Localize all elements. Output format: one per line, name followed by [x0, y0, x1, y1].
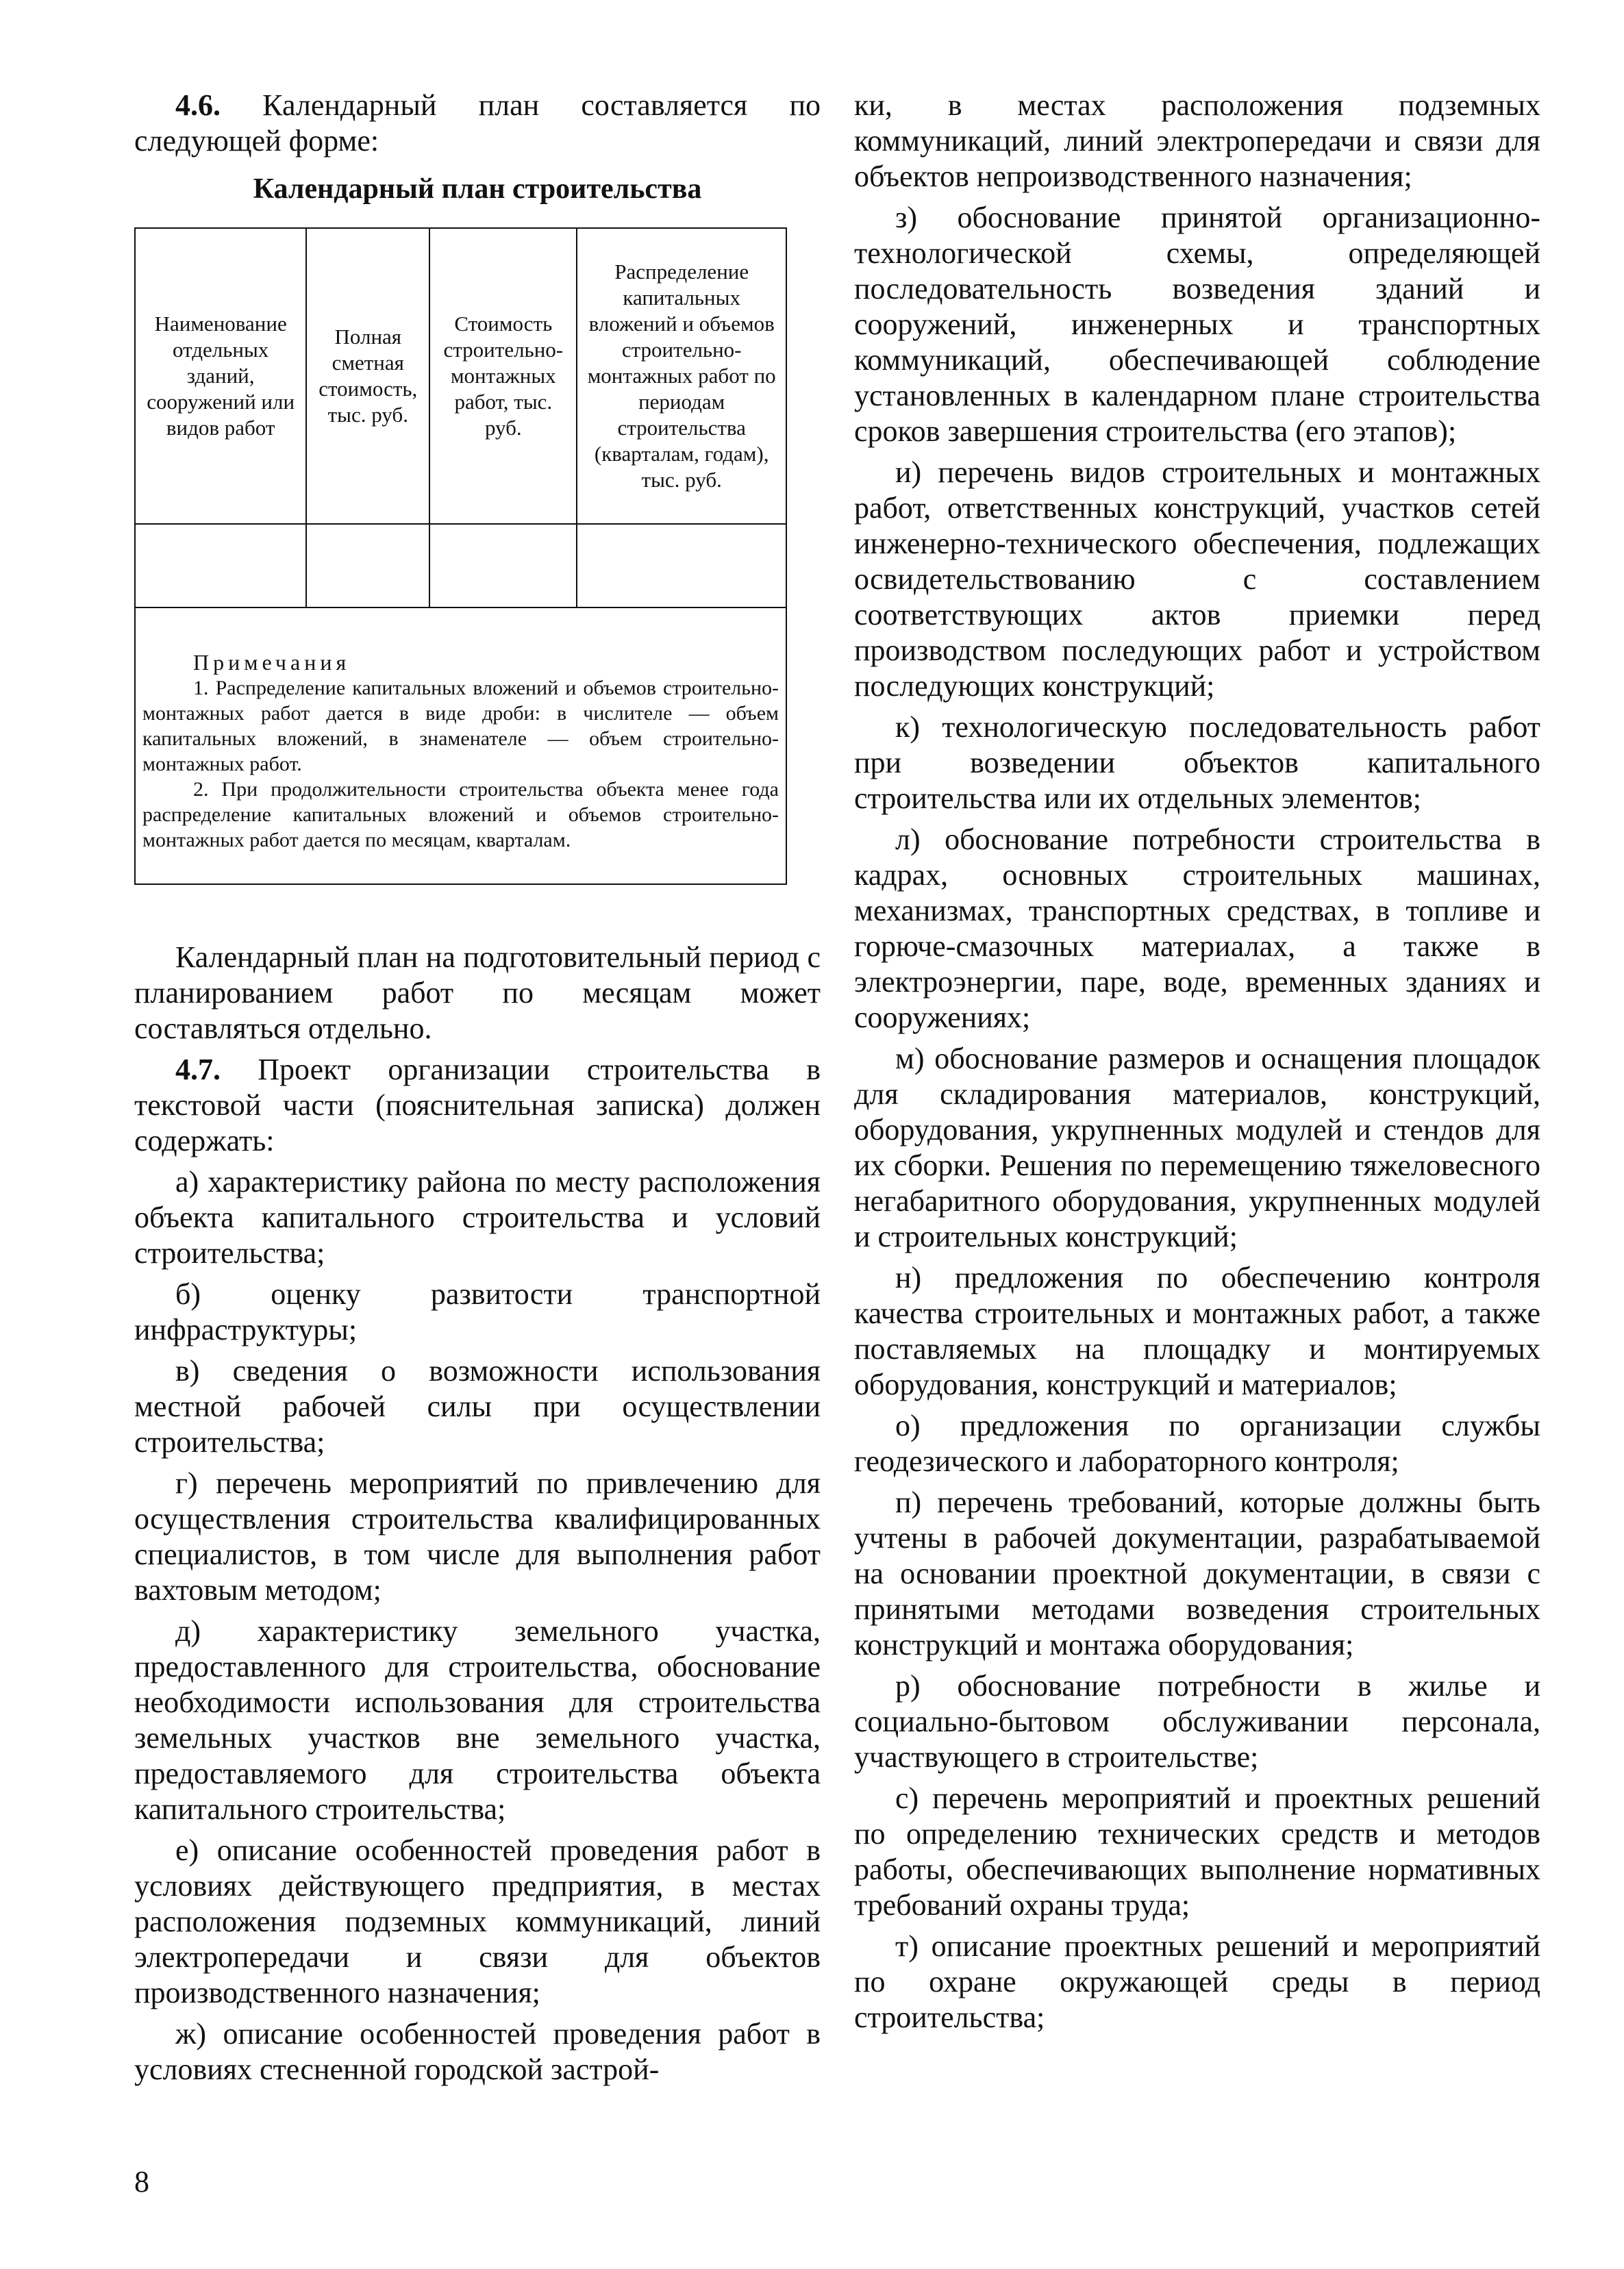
table-title: Календарный план строительства	[253, 173, 702, 205]
list-item-t: т) описание проектных решений и мероприятий по охране окружающей среды в период строительства;	[854, 1929, 1540, 2034]
section-4-6-paragraph	[134, 88, 821, 159]
left-column	[134, 88, 821, 2093]
paragraph: Календарный план на подготовительный период с планированием работ по месяцам может составляться отдельно.	[134, 940, 821, 1045]
table-header-cell: Полная сметная стоимость, тыс. руб.	[306, 228, 429, 524]
list-item-k: к) технологическую последовательность работ при возведении объектов капитального строительства или их отдельных элементов;	[854, 710, 1540, 815]
table-header-row	[135, 228, 786, 524]
list-item-g: г) перечень мероприятий по привлечению для осуществления строительства квалифицированных специалистов, в том числе для выполнения работ вахтовым методом;	[134, 1466, 821, 1607]
table-header-cell: Наименование отдельных зданий, сооружений или видов работ	[135, 228, 306, 524]
calendar-plan-table	[134, 227, 787, 885]
list-item-p: п) перечень требований, которые должны быть учтены в рабочей документации, разрабатываемой на основании проектной документации, в связи с принятыми методами возведения строительных конструкций и монтажа оборудования;	[854, 1485, 1540, 1662]
table-cell	[306, 524, 429, 607]
page-number: 8	[134, 2165, 149, 2198]
list-item-i: и) перечень видов строительных и монтажных работ, ответственных конструкций, участков сетей инженерно-технического обеспечения, подлежащих освидетельствованию с составлением соответствующих актов приемки перед производством последующих работ и устройством последующих конструкций;	[854, 455, 1540, 703]
spacer	[134, 885, 821, 940]
table-notes-row	[135, 607, 786, 884]
list-item-n: н) предложения по обеспечению контроля качества строительных и монтажных работ, а также поставляемых на площадку и монтируемых оборудования, конструкций и материалов;	[854, 1261, 1540, 1401]
section-4-7-paragraph	[134, 1052, 821, 1159]
list-item-s: с) перечень мероприятий и проектных решений по определению технических средств и методов работы, обеспечивающих выполнение нормативных требований охраны труда;	[854, 1781, 1540, 1922]
table-cell	[577, 524, 786, 607]
list-item-o: о) предложения по организации службы геодезического и лабораторного контроля;	[854, 1409, 1540, 1478]
table-header-cell: Распределение капитальных вложений и объемов строительно-монтажных работ по периодам строительства (кварталам, годам), тыс. руб.	[577, 228, 786, 524]
section-text: Проект организации строительства в текстовой части (пояснительная записка) должен содержать:	[134, 1053, 821, 1157]
section-text: Календарный план составляется по следующей форме:	[134, 88, 821, 158]
list-item-m: м) обоснование размеров и оснащения площадок для складирования материалов, конструкций, оборудования, укрупненных модулей и стендов для их сборки. Решения по перемещению тяжеловесного негабаритного оборудования, укрупненных модулей и строительных конструкций;	[854, 1042, 1540, 1253]
list-item-v: в) сведения о возможности использования местной рабочей силы при осуществлении строительства;	[134, 1354, 821, 1459]
table-cell	[135, 524, 306, 607]
table-cell	[429, 524, 577, 607]
section-number: 4.7.	[175, 1053, 221, 1086]
note-2: 2. При продолжительности строительства объекта менее года распределение капитальных вложений и объемов строительно-монтажных работ дается по месяцам, кварталам.	[142, 778, 779, 851]
note-1: 1. Распределение капитальных вложений и объемов строительно-монтажных работ дается в виде дроби: в числителе — объем капитальных вложений, в знаменателе — объем строительно-монтажных работ.	[142, 677, 779, 775]
list-item-zh-continued: ки, в местах расположения подземных коммуникаций, линий электропередачи и связи для объектов непроизводственного назначения;	[854, 88, 1540, 193]
table-row	[135, 524, 786, 607]
table-notes-cell	[135, 607, 786, 884]
section-number: 4.6.	[175, 88, 221, 122]
list-item-r: р) обоснование потребности в жилье и социально-бытовом обслуживании персонала, участвующего в строительстве;	[854, 1669, 1540, 1774]
list-item-d: д) характеристику земельного участка, предоставленного для строительства, обоснование необходимости использования для строительства земельных участков вне земельного участка, предоставляемого для строительства объекта капитального строительства;	[134, 1614, 821, 1826]
notes-title: Примечания	[193, 650, 351, 675]
list-item-zh: ж) описание особенностей проведения работ в условиях стесненной городской застрой-	[134, 2017, 821, 2086]
list-item-z: з) обоснование принятой организационно-технологической схемы, определяющей последовательность возведения зданий и сооружений, инженерных и транспортных коммуникаций, обеспечивающей соблюдение установленных в календарном плане строительства сроков завершения строительства (его этапов);	[854, 201, 1540, 448]
list-item-e: е) описание особенностей проведения работ в условиях действующего предприятия, в местах расположения подземных коммуникаций, линий электропередачи и связи для объектов производственного назначения;	[134, 1833, 821, 2009]
list-item-a: а) характеристику района по месту расположения объекта капитального строительства и условий строительства;	[134, 1165, 821, 1270]
list-item-l: л) обоснование потребности строительства в кадрах, основных строительных машинах, механизмах, транспортных средствах, в топливе и горюче-смазочных материалах, а также в электроэнергии, паре, воде, временных зданиях и сооружениях;	[854, 823, 1540, 1034]
right-column	[854, 88, 1540, 2041]
table-header-cell: Стоимость строительно-монтажных работ, тыс. руб.	[429, 228, 577, 524]
list-item-b: б) оценку развитости транспортной инфраструктуры;	[134, 1277, 821, 1346]
